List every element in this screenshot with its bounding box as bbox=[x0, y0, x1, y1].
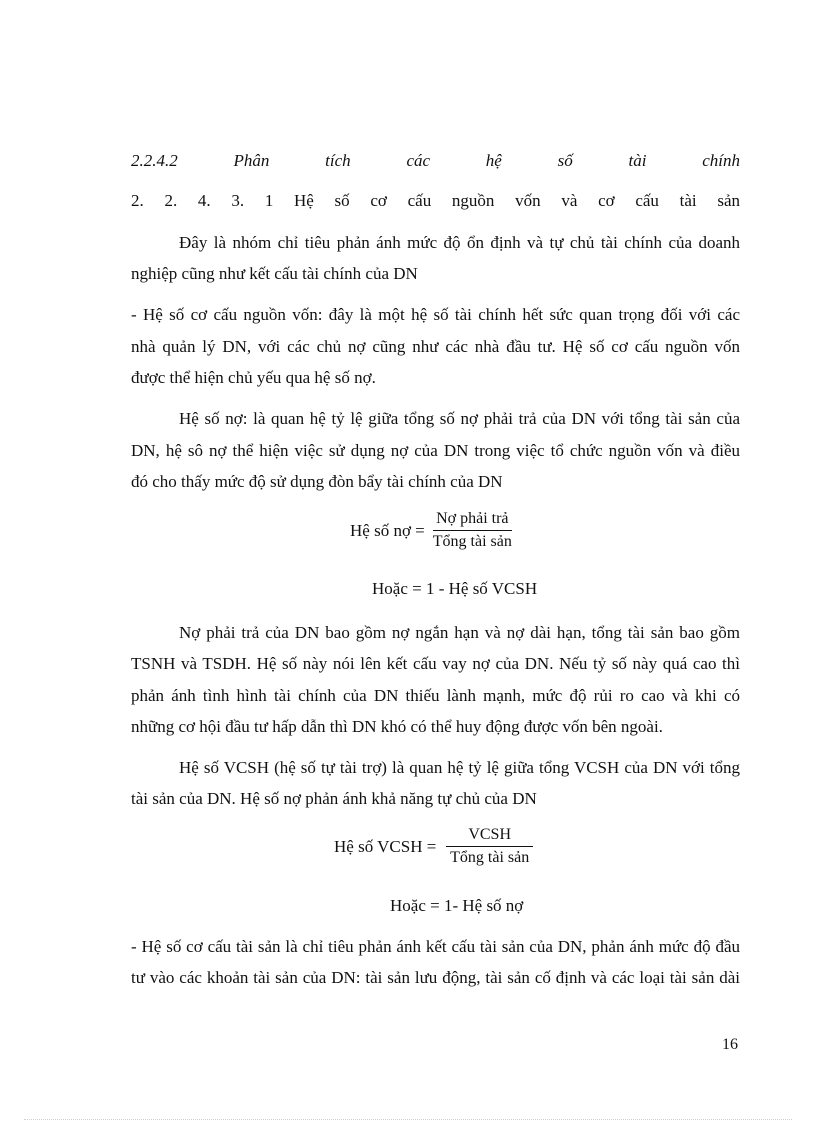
formula-alternative: Hoặc = 1 - Hệ số VCSH bbox=[372, 579, 538, 598]
heading-word: 2. bbox=[131, 191, 144, 210]
heading-2-2-4-2 bbox=[131, 150, 740, 172]
paragraph-1-line: Đây là nhóm chỉ tiêu phản ánh mức độ ổn định và tự chủ tài chính của doanh bbox=[179, 233, 740, 252]
heading-word: 3. bbox=[231, 191, 245, 210]
paragraph-5-line: Hệ số VCSH (hệ số tự tài trợ) là quan hệ tỷ lệ giữa tổng VCSH của DN với tổng bbox=[179, 758, 740, 777]
heading-word: và bbox=[561, 191, 578, 210]
heading-word: cấu bbox=[407, 191, 432, 210]
paragraph-6-line: tư vào các khoản tài sản của DN: tài sản lưu động, tài sản cố định và các loại tài sản dài bbox=[131, 968, 740, 987]
paragraph-2-line: được thể hiện chủ yếu qua hệ số nợ. bbox=[131, 368, 376, 387]
paragraph-4-line: TSNH và TSDH. Hệ số này nói lên kết cấu vay nợ của DN. Nếu tỷ số này quá cao thì bbox=[131, 654, 740, 673]
formula-denominator: Tổng tài sản bbox=[450, 849, 530, 866]
paragraph-4-line: Nợ phải trả của DN bao gồm nợ ngắn hạn và nợ dài hạn, tổng tài sản bao gồm bbox=[179, 623, 740, 642]
formula-numerator: VCSH bbox=[446, 826, 533, 847]
heading-word: tài bbox=[628, 151, 647, 170]
paragraph-3-line: Hệ số nợ: là quan hệ tỷ lệ giữa tổng số nợ phải trả của DN với tổng tài sản của bbox=[179, 409, 740, 428]
heading-word: cấu bbox=[635, 191, 659, 210]
heading-word: 4. bbox=[197, 191, 211, 210]
page-bottom-border bbox=[24, 1119, 792, 1120]
formula-numerator: Nợ phải trả bbox=[433, 510, 511, 531]
paragraph-4-line: phản ánh tình hình tài chính của DN thiếu lành mạnh, mức độ rủi ro cao và khi có bbox=[131, 686, 740, 705]
paragraph-2-line: - Hệ số cơ cấu nguồn vốn: đây là một hệ số tài chính hết sức quan trọng đối với các bbox=[131, 305, 740, 324]
heading-word: các bbox=[406, 151, 431, 170]
heading-word: cơ bbox=[598, 191, 615, 210]
heading-word: 1 bbox=[264, 191, 274, 210]
paragraph-3-line: đó cho thấy mức độ sử dụng đòn bẩy tài chính của DN bbox=[131, 472, 503, 491]
formula-lhs: Hệ số nợ = bbox=[350, 520, 425, 540]
heading-2-2-4-3-1 bbox=[131, 190, 740, 212]
heading-word: 2. bbox=[164, 191, 178, 210]
heading-word: 2.2.4.2 bbox=[131, 151, 178, 170]
heading-word: nguồn bbox=[451, 191, 495, 210]
paragraph-4-line: những cơ hội đầu tư hấp dẫn thì DN khó có thể huy động được vốn bên ngoài. bbox=[131, 717, 663, 736]
formula-fraction bbox=[433, 510, 512, 551]
formula-fraction bbox=[446, 826, 533, 867]
debt-ratio-formula bbox=[350, 510, 512, 551]
heading-word: tích bbox=[325, 151, 351, 170]
formula-lhs: Hệ số VCSH = bbox=[334, 836, 437, 856]
heading-word: cơ bbox=[370, 191, 387, 210]
page-number: 16 bbox=[722, 1036, 738, 1053]
heading-word: Hệ bbox=[294, 191, 314, 210]
formula-alternative: Hoặc = 1- Hệ số nợ bbox=[390, 896, 524, 915]
heading-word: số bbox=[557, 151, 573, 170]
heading-word: hệ bbox=[485, 151, 502, 170]
formula-denominator: Tổng tài sản bbox=[432, 533, 512, 550]
equity-ratio-formula bbox=[334, 826, 533, 867]
paragraph-6-line: - Hệ số cơ cấu tài sản là chỉ tiêu phản ánh kết cấu tài sản của DN, phản ánh mức độ đầu bbox=[131, 937, 740, 956]
heading-word: Phân bbox=[233, 151, 270, 170]
heading-word: sản bbox=[717, 191, 740, 210]
paragraph-2-line: nhà quản lý DN, với các chủ nợ cũng như các nhà đầu tư. Hệ số cơ cấu nguồn vốn bbox=[131, 337, 740, 356]
heading-word: vốn bbox=[515, 191, 541, 210]
paragraph-1-line: nghiệp cũng như kết cấu tài chính của DN bbox=[131, 264, 418, 283]
heading-word: số bbox=[334, 191, 350, 210]
heading-word: tài bbox=[679, 191, 697, 210]
paragraph-3-line: DN, hệ sô nợ thể hiện việc sử dụng nợ của DN trong việc tổ chức nguồn vốn và điều bbox=[131, 441, 740, 460]
paragraph-5-line: tài sản của DN. Hệ số nợ phản ánh khả năng tự chủ của DN bbox=[131, 789, 537, 808]
heading-word: chính bbox=[702, 151, 740, 170]
